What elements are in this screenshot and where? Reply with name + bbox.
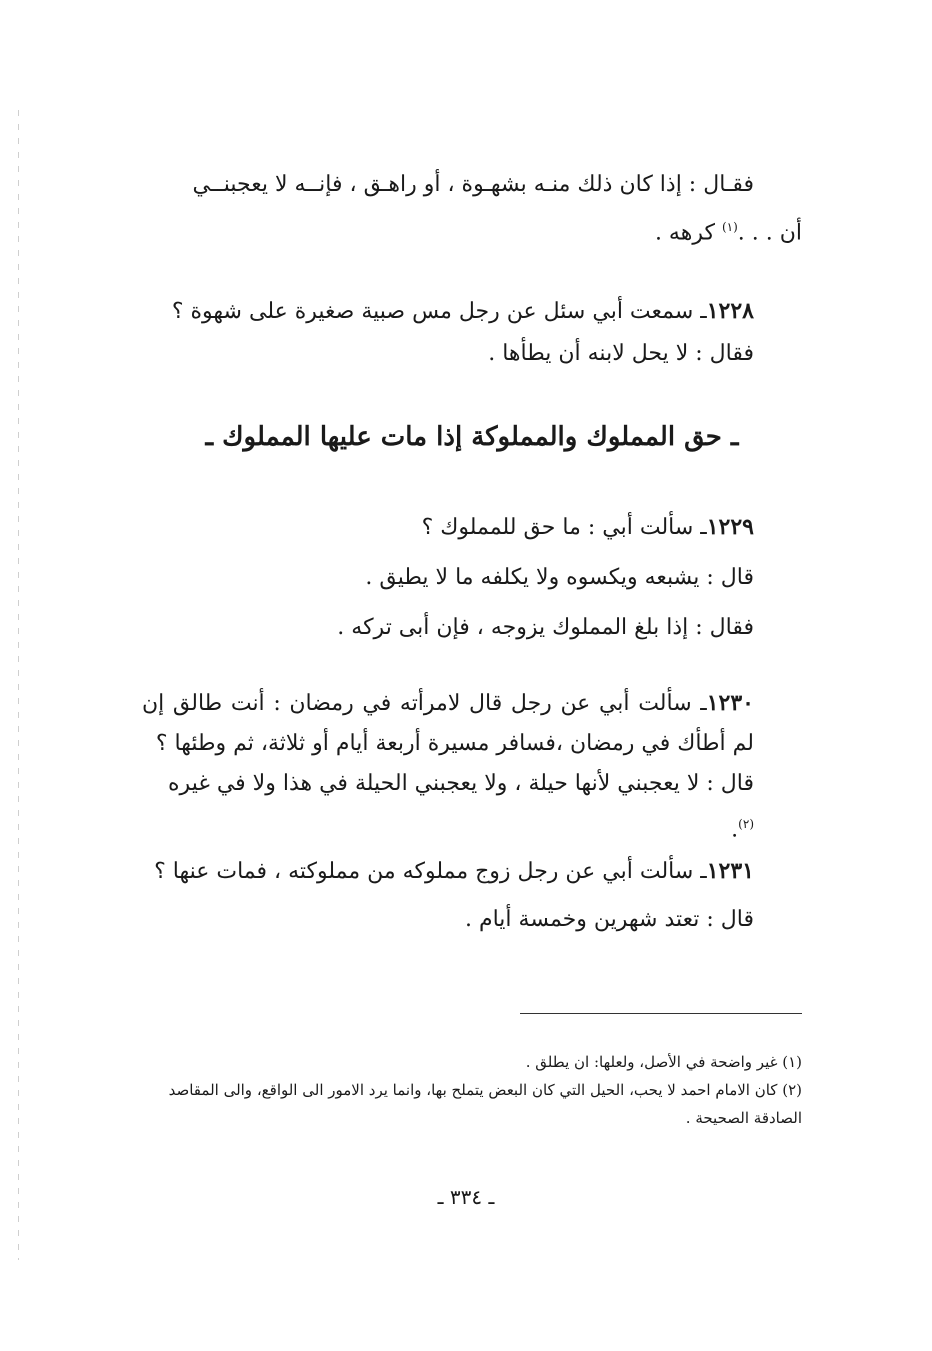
entry-number: ١٢٢٩	[706, 514, 754, 540]
entry-number: ١٢٣٠	[706, 690, 754, 716]
entry-1228-answer: فقال : لا يحل لابنه أن يطأها .	[488, 341, 754, 366]
continuation-line-2: أن . . .$^{(١)}$ كرهه .	[654, 220, 802, 246]
footnote-2: (٢) كان الامام احمد لا يحب، الحيل التي كان البعض يتملح بها، وانما يرد الامور الى الواقع، والى المقاصد الصادقة الصحيحة .	[168, 1081, 802, 1127]
entry-1230-answer: قال : لا يعجبني لأنها حيلة ، ولا يعجبني الحيلة في هذا ولا في غيره $^{(٢)}$.	[168, 771, 754, 843]
entry-1230	[142, 683, 802, 850]
entry-number: ١٢٣١	[706, 858, 754, 884]
footnotes	[130, 1048, 802, 1132]
entry-1231-answer: قال : تعتد شهرين وخمسة أيام .	[465, 907, 754, 932]
entry-1229-answer-1: قال : يشبعه ويكسوه ولا يكلفه ما لا يطيق .	[365, 565, 754, 590]
entry-1229-question: ١٢٢٩ـ سألت أبي : ما حق للمملوك ؟	[421, 514, 754, 540]
scan-edge-line	[18, 110, 19, 1260]
section-heading: ـ حق المملوك والمملوكة إذا مات عليها المملوك ـ	[205, 422, 739, 452]
footnote-ref-1: (١)	[721, 220, 738, 234]
entry-1231	[142, 850, 802, 941]
entry-1230-question: ١٢٣٠ـ سألت أبي عن رجل قال لامرأته في رمضان : أنت طالق إن لم أطأك في رمضان ،فسافر مسيرة أربعة أيام أو ثلاثة، ثم وطئها ؟	[142, 690, 754, 756]
footnote-ref-2: (٢)	[738, 817, 754, 831]
entry-number: ١٢٢٨	[706, 298, 754, 324]
footnote-1: (١) غير واضحة في الأصل، ولعلها: ان يطلق .	[525, 1053, 802, 1071]
entry-1231-question: ١٢٣١ـ سألت أبي عن رجل زوج مملوكه من مملوكته ، فمات عنها ؟	[154, 858, 754, 884]
page-number: ـ ٣٣٤ ـ	[437, 1185, 495, 1209]
entry-1229	[142, 506, 802, 649]
entry-1228	[142, 290, 802, 375]
continuation-paragraph	[142, 164, 802, 254]
entry-1228-question: ١٢٢٨ـ سمعت أبي سئل عن رجل مس صبية صغيرة على شهوة ؟	[171, 298, 754, 324]
entry-1229-answer-2: فقال : إذا بلغ المملوك يزوجه ، فإن أبى تركه .	[337, 615, 754, 640]
footnote-separator	[520, 1013, 802, 1014]
continuation-line-1: فقـال : إذا كان ذلك منـه بشهـوة ، أو راهـق ، فإنــه لا يعجبنــي	[192, 172, 754, 197]
